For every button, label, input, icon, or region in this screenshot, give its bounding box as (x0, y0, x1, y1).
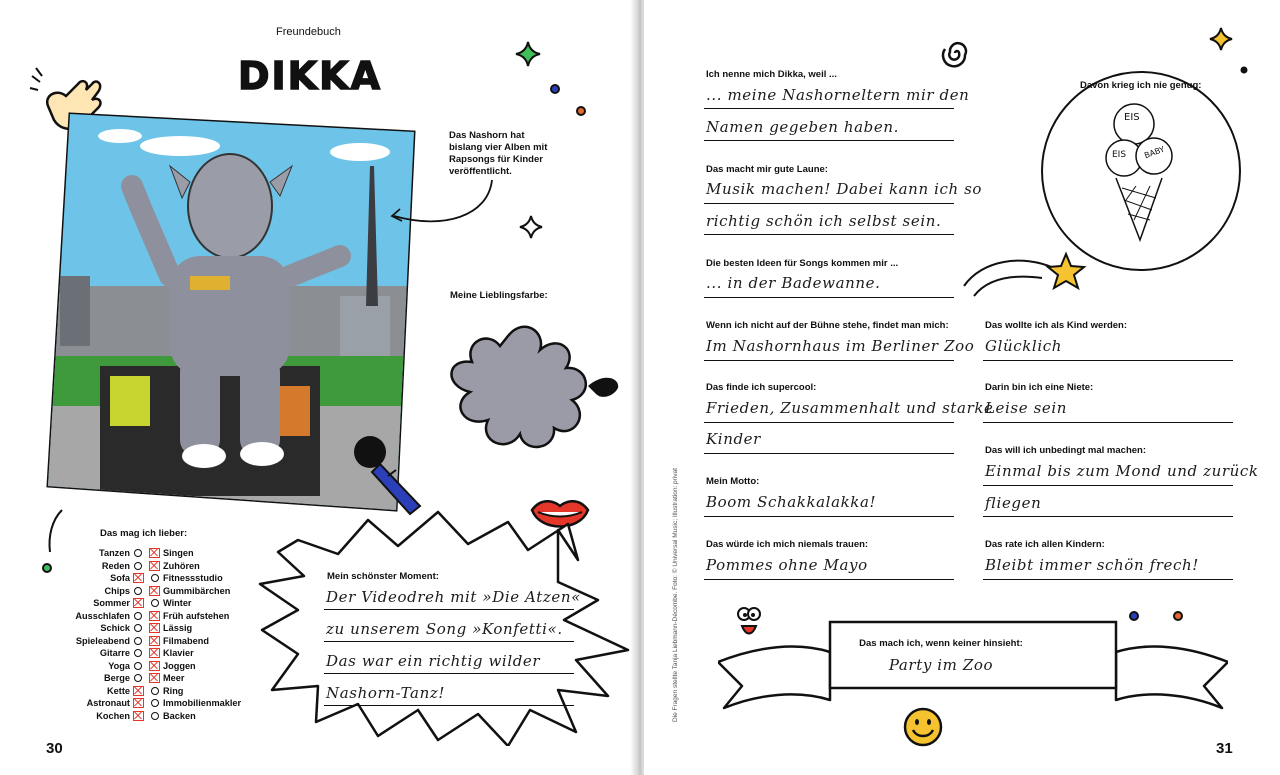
preference-right-option: Immobilienmakler (163, 698, 242, 709)
favorite-color-label: Meine Lieblingsfarbe: (450, 290, 548, 301)
checked-box-icon (149, 623, 160, 633)
preference-right-option: Joggen (163, 660, 196, 671)
preference-left-option: Sofa (110, 573, 130, 584)
preference-row (38, 710, 278, 723)
circle-box-icon (134, 662, 142, 670)
preference-left-option: Yoga (108, 660, 130, 671)
answer-want-1: Einmal bis zum Mond und zurück (985, 462, 1259, 480)
checked-box-icon (149, 586, 160, 596)
preference-left-option: Kochen (96, 710, 130, 721)
preference-left-option: Reden (101, 560, 130, 571)
checked-box-icon (149, 673, 160, 683)
answer-name-2: Namen gegeben haben. (706, 118, 899, 136)
preference-left-option: Tanzen (99, 548, 130, 559)
ice-label-1: EIS (1124, 112, 1140, 123)
sparkle-icon (518, 214, 544, 240)
preference-right-option: Ring (163, 685, 184, 696)
page-title: DIKKA (238, 54, 382, 98)
question-cool: Das finde ich supercool: (706, 382, 817, 393)
preference-row (38, 547, 278, 560)
preference-left-option: Ausschlafen (75, 610, 130, 621)
checked-box-icon (133, 698, 144, 708)
preference-right-option: Lässig (163, 623, 193, 634)
circle-box-icon (134, 612, 142, 620)
preference-row (38, 647, 278, 660)
right-page (644, 0, 1280, 775)
left-page (0, 0, 636, 775)
preference-row (38, 697, 278, 710)
caption-arrow (384, 176, 504, 236)
preference-left-option: Kette (107, 685, 130, 696)
question-name: Ich nenne mich Dikka, weil ... (706, 69, 837, 80)
sparkle-icon (1208, 26, 1234, 52)
page-number-left: 30 (46, 740, 63, 757)
answer-secret: Party im Zoo (888, 656, 994, 674)
moment-line-2: zu unserem Song »Konfetti«. (326, 620, 563, 638)
preference-left-option: Spieleabend (75, 635, 130, 646)
question-ideas: Die besten Ideen für Songs kommen mir ... (706, 258, 899, 269)
checked-box-icon (133, 686, 144, 696)
ice-label-2: EIS (1112, 150, 1127, 160)
answer-motto: Boom Schakkalakka! (706, 493, 877, 511)
preference-row (38, 622, 278, 635)
question-motto: Mein Motto: (706, 476, 760, 487)
question-bad: Darin bin ich eine Niete: (985, 382, 1094, 393)
question-advice: Das rate ich allen Kindern: (985, 539, 1105, 550)
photo-credit: Die Fragen stellte Tanja Liebmann-Décombe. Foto: © Universal Music; Illustration: privat (672, 468, 679, 722)
moment-line-4: Nashorn-Tanz! (326, 684, 445, 702)
preference-row (38, 685, 278, 698)
question-offstage: Wenn ich nicht auf der Bühne stehe, findet man mich: (706, 320, 949, 331)
section-header: Freundebuch (276, 26, 341, 38)
preference-row (38, 635, 278, 648)
circle-box-icon (134, 624, 142, 632)
ice-label-3: BABY (1143, 144, 1166, 161)
preferences-list (38, 547, 278, 722)
smiley-icon (902, 706, 944, 748)
circle-box-icon (134, 587, 142, 595)
answer-ideas: ... in der Badewanne. (706, 274, 881, 292)
preference-left-option: Berge (103, 673, 130, 684)
circle-box-icon (134, 674, 142, 682)
circle-box-icon (151, 712, 159, 720)
preference-left-option: Astronaut (86, 698, 130, 709)
question-want: Das will ich unbedingt mal machen: (985, 445, 1146, 456)
preference-row (38, 597, 278, 610)
question-secret: Das mach ich, wenn keiner hinsieht: (859, 638, 1023, 649)
preference-right-option: Klavier (163, 648, 194, 659)
checked-box-icon (133, 711, 144, 721)
answer-name-1: ... meine Nashorneltern mir den (706, 86, 970, 104)
circle-box-icon (151, 574, 159, 582)
question-child: Das wollte ich als Kind werden: (985, 320, 1128, 331)
preference-left-option: Gitarre (99, 648, 130, 659)
preference-row (38, 572, 278, 585)
preference-right-option: Filmabend (163, 635, 209, 646)
circle-box-icon (134, 562, 142, 570)
checked-box-icon (133, 598, 144, 608)
checked-box-icon (149, 561, 160, 571)
dot-icon (548, 82, 562, 96)
preference-left-option: Chips (104, 585, 130, 596)
question-never: Das würde ich mich niemals trauen: (706, 539, 869, 550)
moment-line-1: Der Videodreh mit »Die Atzen« (326, 588, 581, 606)
preference-left-option: Sommer (93, 598, 130, 609)
preference-row (38, 672, 278, 685)
dot-icon (574, 104, 588, 118)
moment-line-3: Das war ein richtig wilder (326, 652, 541, 670)
answer-mood-2: richtig schön ich selbst sein. (706, 212, 942, 230)
circle-box-icon (151, 699, 159, 707)
circle-box-icon (134, 549, 142, 557)
spiral-icon (940, 36, 974, 70)
circle-box-icon (151, 599, 159, 607)
preference-row (38, 660, 278, 673)
answer-cool-2: Kinder (706, 430, 761, 448)
checked-box-icon (133, 573, 144, 583)
preference-row (38, 610, 278, 623)
preference-right-option: Zuhören (163, 560, 200, 571)
color-splat (428, 316, 628, 456)
preference-right-option: Früh aufstehen (163, 610, 230, 621)
answer-advice: Bleibt immer schön frech! (985, 556, 1199, 574)
preference-right-option: Singen (163, 548, 194, 559)
answer-want-2: fliegen (985, 494, 1042, 512)
answer-never: Pommes ohne Mayo (706, 556, 868, 574)
preference-right-option: Winter (163, 598, 192, 609)
answer-bad: Leise sein (985, 399, 1068, 417)
question-never-enough: Davon krieg ich nie genug: (1080, 80, 1202, 91)
question-mood: Das macht mir gute Laune: (706, 164, 828, 175)
shooting-star-icon (962, 246, 1092, 302)
circle-box-icon (151, 687, 159, 695)
answer-cool-1: Frieden, Zusammenhalt und starke (706, 399, 994, 417)
ice-cream-circle (1040, 70, 1242, 272)
checked-box-icon (149, 548, 160, 558)
preferences-title: Das mag ich lieber: (100, 528, 188, 539)
answer-child: Glücklich (985, 337, 1062, 355)
preference-right-option: Fitnessstudio (163, 573, 223, 584)
preference-row (38, 585, 278, 598)
checked-box-icon (149, 636, 160, 646)
checked-box-icon (149, 611, 160, 621)
moment-label: Mein schönster Moment: (327, 571, 439, 582)
checked-box-icon (149, 648, 160, 658)
preference-right-option: Meer (163, 673, 185, 684)
circle-box-icon (134, 649, 142, 657)
preference-left-option: Schick (100, 623, 130, 634)
sparkle-icon (514, 40, 542, 68)
answer-offstage: Im Nashornhaus im Berliner Zoo (706, 337, 975, 355)
circle-box-icon (134, 637, 142, 645)
answer-mood-1: Musik machen! Dabei kann ich so (706, 180, 983, 198)
preference-row (38, 560, 278, 573)
photo-caption: Das Nashorn hat bislang vier Alben mit Rapsongs für Kinder veröffentlicht. (449, 130, 548, 177)
preference-right-option: Gummibärchen (163, 585, 231, 596)
preference-right-option: Backen (163, 710, 196, 721)
page-number-right: 31 (1216, 740, 1233, 757)
checked-box-icon (149, 661, 160, 671)
